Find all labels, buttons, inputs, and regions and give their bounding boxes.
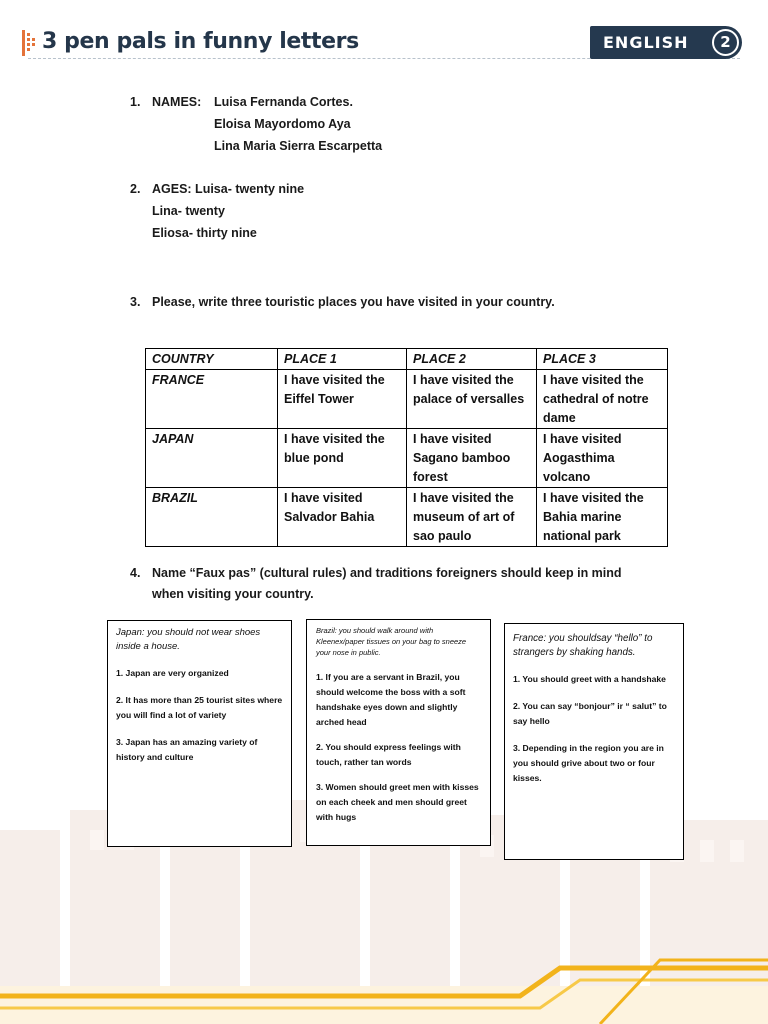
brazil-point-3: 3. Women should greet men with kisses on each cheek and men should greet with hugs: [316, 782, 479, 822]
japan-point-1: 1. Japan are very organized: [116, 668, 229, 678]
japan-point-3: 3. Japan has an amazing variety of history and culture: [116, 737, 258, 762]
q4-question-line-2: when visiting your country.: [152, 587, 314, 601]
table-header-cell: PLACE 3: [537, 349, 668, 370]
page-header: [0, 0, 768, 64]
table-cell-country: FRANCE: [146, 370, 278, 429]
q1-number: 1.: [130, 95, 141, 109]
table-cell: I have visited the Eiffel Tower: [278, 370, 407, 429]
q1-label: NAMES:: [152, 95, 202, 109]
japan-faux-pas-box: [107, 620, 292, 847]
table-cell-country: JAPAN: [146, 429, 278, 488]
level-badge-label: ENGLISH: [603, 33, 689, 52]
france-intro: France: you shouldsay “hello” to strangers by shaking hands.: [513, 633, 653, 658]
table-cell: I have visited Salvador Bahia: [278, 488, 407, 547]
table-cell: I have visited the cathedral of notre dame: [537, 370, 668, 429]
q2-ages-line-1: AGES: Luisa- twenty nine: [152, 182, 305, 196]
table-cell: I have visited the Bahia marine national park: [537, 488, 668, 547]
q4-number: 4.: [130, 566, 141, 580]
q2-ages-line-2: Lina- twenty: [152, 204, 225, 218]
japan-point-2: 2. It has more than 25 tourist sites where you will find a lot of variety: [116, 695, 283, 720]
france-faux-pas-box: [504, 623, 684, 860]
table-header-row: [146, 349, 668, 370]
brazil-point-1: 1. If you are a servant in Brazil, you should welcome the boss with a soft handshake eyes down and slightly arched head: [316, 672, 466, 727]
q3-number: 3.: [130, 295, 141, 309]
france-point-2: 2. You can say “bonjour” ir “ salut” to say hello: [513, 701, 667, 726]
table-row: [146, 429, 668, 488]
q4-question-line-1: Name “Faux pas” (cultural rules) and traditions foreigners should keep in mind: [152, 566, 622, 580]
france-point-1: 1. You should greet with a handshake: [513, 674, 666, 684]
q1-name-3: Lina Maria Sierra Escarpetta: [214, 139, 383, 153]
table-cell: I have visited Sagano bamboo forest: [407, 429, 537, 488]
q2-number: 2.: [130, 182, 141, 196]
table-cell: I have visited the blue pond: [278, 429, 407, 488]
level-badge-number: 2: [712, 29, 739, 56]
japan-intro: Japan: you should not wear shoes inside a house.: [116, 627, 261, 652]
table-header-cell: PLACE 1: [278, 349, 407, 370]
places-table: [145, 348, 668, 547]
q3-question: Please, write three touristic places you have visited in your country.: [152, 295, 555, 309]
q1-name-1: Luisa Fernanda Cortes.: [214, 95, 353, 109]
q2-ages-line-3: Eliosa- thirty nine: [152, 226, 257, 240]
table-cell: I have visited the museum of art of sao paulo: [407, 488, 537, 547]
table-header-cell: PLACE 2: [407, 349, 537, 370]
france-point-3: 3. Depending in the region you are in you should grive about two or four kisses.: [513, 743, 664, 783]
brazil-faux-pas-box: [306, 619, 491, 846]
table-cell: I have visited Aogasthima volcano: [537, 429, 668, 488]
table-row: [146, 488, 668, 547]
brazil-point-2: 2. You should express feelings with touch, rather tan words: [316, 742, 461, 767]
brazil-intro: Brazil: you should walk around with Kleenex/paper tissues on your bag to sneeze your nose in public.: [316, 626, 467, 657]
table-header-cell: COUNTRY: [146, 349, 278, 370]
brand-logo-icon: [22, 30, 40, 56]
page-title: 3 pen pals in funny letters: [42, 29, 359, 54]
table-row: [146, 370, 668, 429]
q1-name-2: Eloisa Mayordomo Aya: [214, 117, 351, 131]
table-cell: I have visited the palace of versalles: [407, 370, 537, 429]
table-cell-country: BRAZIL: [146, 488, 278, 547]
level-badge: [590, 26, 742, 59]
